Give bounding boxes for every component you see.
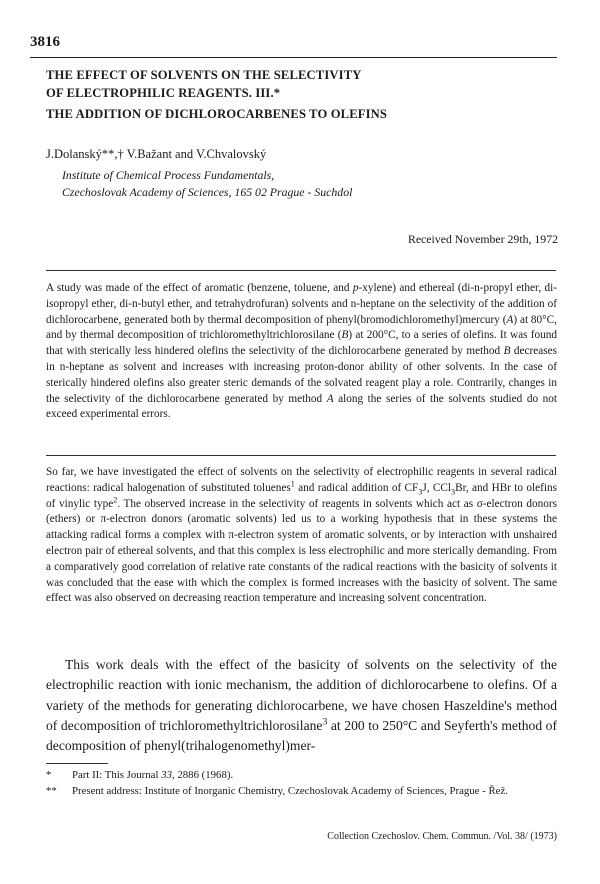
article-subtitle: THE ADDITION OF DICHLOROCARBENES TO OLEFINS [46, 107, 388, 121]
abstract: A study was made of the effect of aromatic (benzene, toluene, and p-xylene) and ethereal (di-n-propyl ether, di-isopropyl ether, di-n-butyl ether, and tetrahydrofuran) solvents and n-heptane on the selectivity of the addition of dichlorocarbene, generated both by thermal decomposition of phenyl(bromodichloromethyl)mercury (A) at 80°C, and by thermal decomposition of trichloromethyltrichlorosilane (B) at 200°C, to a series of olefins. It was found that with sterically less hindered olefins the selectivity of the dichlorocarbene generated by method B decreases in n-heptane as solvent and increases with increasing proton-donor ability of other solvents. In the case of sterically hindered olefins also greater steric demands of the solvated reagent play a role. Contrarily, changes in the selectivity of the dichlorocarbene generated by method A along the series of the solvents studied do not exceed experimental errors. [46, 282, 557, 421]
header-rule [30, 57, 557, 58]
abstract-top-rule [46, 270, 556, 271]
affiliation-line-1: Institute of Chemical Process Fundamentals, [62, 168, 275, 182]
journal-footer: Collection Czechoslov. Chem. Commun. /Vol. 38/ (1973) [327, 831, 557, 842]
introduction-paragraph: So far, we have investigated the effect of solvents on the selectivity of electrophilic reagents in several radical reactions: radical halogenation of substituted toluenes$^1$ and radical addition of $CF_3J$, CCl$_3$Br, and HBr to olefins of vinylic type$^2$. The observed increase in the selectivity of reagents in solvents which act as σ-electron donors (ethers) or π-electron donors (aromatic solvents) led us to a working hypothesis that in these systems the attacking radical forms a complex with π-electron system of aromatic solvents, or by interaction with unshaired electron pair of ethereal solvents, and that this complex is less electrophilic and more sterically demanding. From a comparatively good correlation of relative rate constants of the radical reactions with the basicity of solvents it was concluded that the ease with which the complex is formed increases with the basicity of solvent. The same effect was also observed on decreasing reaction temperature and increasing solvent concentration. [46, 466, 557, 605]
title-line-1: THE EFFECT OF SOLVENTS ON THE SELECTIVITY [46, 68, 362, 82]
article-title [46, 66, 546, 102]
footnote-1: * Part II: This Journal 33, 2886 (1968). [46, 769, 234, 781]
body-paragraph: This work deals with the effect of the basicity of solvents on the selectivity of the electrophilic reaction with ionic mechanism, the addition of dichlorocarbene to olefins. Of a variety of the methods for generating dichlorocarbene, we have chosen Haszeldine's method of decomposition of trichloromethyltrichlorosilane$^3$ at 200 to 250°C and Seyferth's method of decomposition of phenyl(trihalogenomethyl)mer- [46, 657, 558, 754]
footnote-2: ** Present address: Institute of Inorganic Chemistry, Czechoslovak Academy of Sciences, Prague - Řež. [46, 785, 508, 797]
affiliation [62, 167, 352, 201]
footnote-rule [46, 763, 108, 764]
received-date: Received November 29th, 1972 [407, 232, 558, 246]
abstract-bottom-rule [46, 455, 556, 456]
page-number: 3816 [30, 34, 60, 50]
affiliation-line-2: Czechoslovak Academy of Sciences, 165 02 Prague - Suchdol [62, 185, 353, 199]
title-line-2: OF ELECTROPHILIC REAGENTS. III.* [46, 86, 281, 100]
authors: J.Dolanský**,† V.Bažant and V.Chvalovský [46, 147, 267, 161]
